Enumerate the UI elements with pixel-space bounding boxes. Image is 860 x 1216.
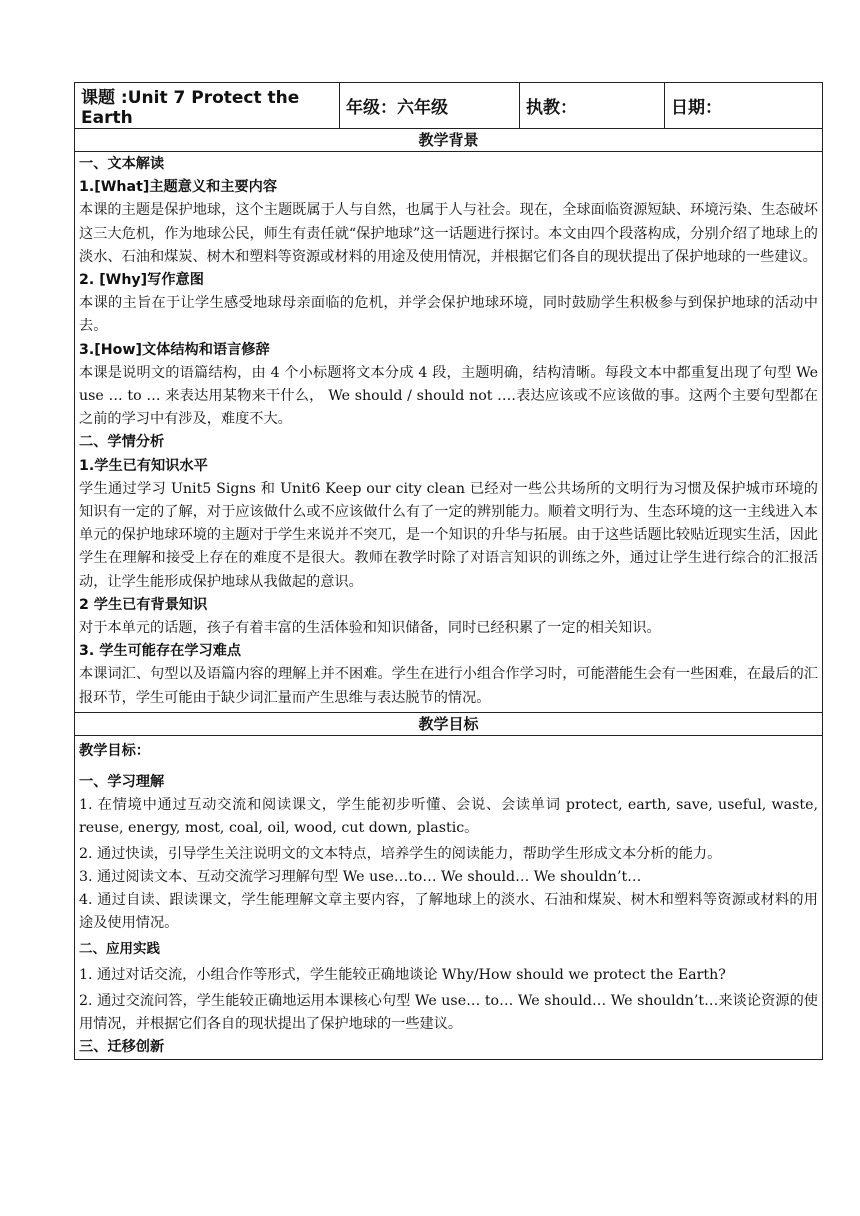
application-practice-heading: 二、应用实践 [79, 940, 160, 957]
difficulties-heading: 3. 学生可能存在学习难点 [79, 643, 242, 660]
objectives-content [75, 735, 823, 1059]
date-cell: 日期： [665, 83, 823, 129]
background-content [75, 152, 823, 713]
learner-analysis-heading: 二、学情分析 [79, 434, 165, 451]
grade-cell: 年级：六年级 [340, 83, 520, 129]
difficulties-paragraph: 本课词汇、句型以及语篇内容的理解上并不困难。学生在进行小组合作学习时，可能潜能生会有一些困难，在最后的汇报环节，学生可能由于缺少词汇量而产生思维与表达脱节的情况。 [79, 666, 818, 706]
section-title-objectives: 教学目标 [75, 712, 823, 735]
section-title-background: 教学背景 [75, 129, 823, 152]
knowledge-level-heading: 1.学生已有知识水平 [79, 457, 208, 474]
teacher-cell: 执教： [520, 83, 665, 129]
lesson-plan-table [74, 82, 823, 1060]
learning-understanding-heading: 一、学习理解 [79, 773, 165, 790]
header-row [75, 83, 823, 129]
background-knowledge-paragraph: 对于本单元的话题，孩子有着丰富的生活体验和知识储备，同时已经积累了一定的相关知识。 [79, 620, 661, 637]
objectives-intro: 教学目标： [79, 742, 150, 759]
what-heading: 1.[What]主题意义和主要内容 [79, 179, 278, 196]
how-heading: 3.[How]文体结构和语言修辞 [79, 341, 270, 358]
goal-item: 2. 通过快读，引导学生关注说明文的文本特点，培养学生的阅读能力，帮助学生形成文本分析的能力。 [79, 845, 722, 862]
goal-item: 2. 通过交流问答，学生能较正确地运用本课核心句型 We use… to… We should… We shouldn’t…来谈论资源的使用情况，并根据它们各自的现状提出了保护地球的一些建议。 [79, 992, 818, 1032]
why-heading: 2. [Why]写作意图 [79, 272, 204, 289]
what-paragraph: 本课的主题是保护地球，这个主题既属于人与自然，也属于人与社会。现在，全球面临资源短缺、环境污染、生态破坏这三大危机，作为地球公民，师生有责任就“保护地球”这一话题进行探讨。本文由四个段落构成，分别介绍了地球上的淡水、石油和煤炭、树木和塑料等资源或材料的用途及使用情况，并根据它们各自的现状提出了保护地球的一些建议。 [79, 202, 818, 265]
text-interpretation-heading: 一、文本解读 [79, 156, 165, 172]
how-paragraph: 本课是说明文的语篇结构，由 4 个小标题将文本分成 4 段，主题明确，结构清晰。每段文本中都重复出现了句型 We use … to … 来表达用某物来干什么， We should / should not ….表达应该或不应该做的事。这两个主要句型都在之前的学习中有涉及，难度不大。 [79, 364, 818, 428]
background-knowledge-heading: 2 学生已有背景知识 [79, 596, 208, 613]
topic-cell: 课题 :Unit 7 Protect the Earth [75, 83, 340, 129]
why-paragraph: 本课的主旨在于让学生感受地球母亲面临的危机，并学会保护地球环境，同时鼓励学生积极参与到保护地球的活动中去。 [79, 295, 818, 335]
knowledge-level-paragraph: 学生通过学习 Unit5 Signs 和 Unit6 Keep our city clean 已经对一些公共场所的文明行为习惯及保护城市环境的知识有一定的了解，对于应该做什么或不应该做什么有了一定的辨别能力。顺着文明行为、生态环境的这一主线进入本单元的保护地球环境的主题对于学生来说并不突兀，是一个知识的升华与拓展。由于这些话题比较贴近现实生活，因此学生在理解和接受上存在的难度不是很大。教师在教学时除了对语言知识的训练之外，通过让学生进行综合的汇报活动，让学生能形成保护地球从我做起的意识。 [79, 480, 818, 590]
goal-item: 1. 通过对话交流，小组合作等形式，学生能较正确地谈论 Why/How should we protect the Earth? [79, 966, 726, 983]
goal-item: 3. 通过阅读文本、互动交流学习理解句型 We use…to… We should… We shouldn’t… [79, 868, 642, 885]
goal-item: 4. 通过自读、跟读课文，学生能理解文章主要内容，了解地球上的淡水、石油和煤炭、树木和塑料等资源或材料的用途及使用情况。 [79, 891, 818, 931]
goal-item: 1. 在情境中通过互动交流和阅读课文，学生能初步听懂、会说、会读单词 protect, earth, save, useful, waste, reuse, energy, most, coal, oil, wood, cut down, plastic。 [79, 796, 818, 836]
transfer-innovation-heading: 三、迁移创新 [79, 1038, 165, 1055]
